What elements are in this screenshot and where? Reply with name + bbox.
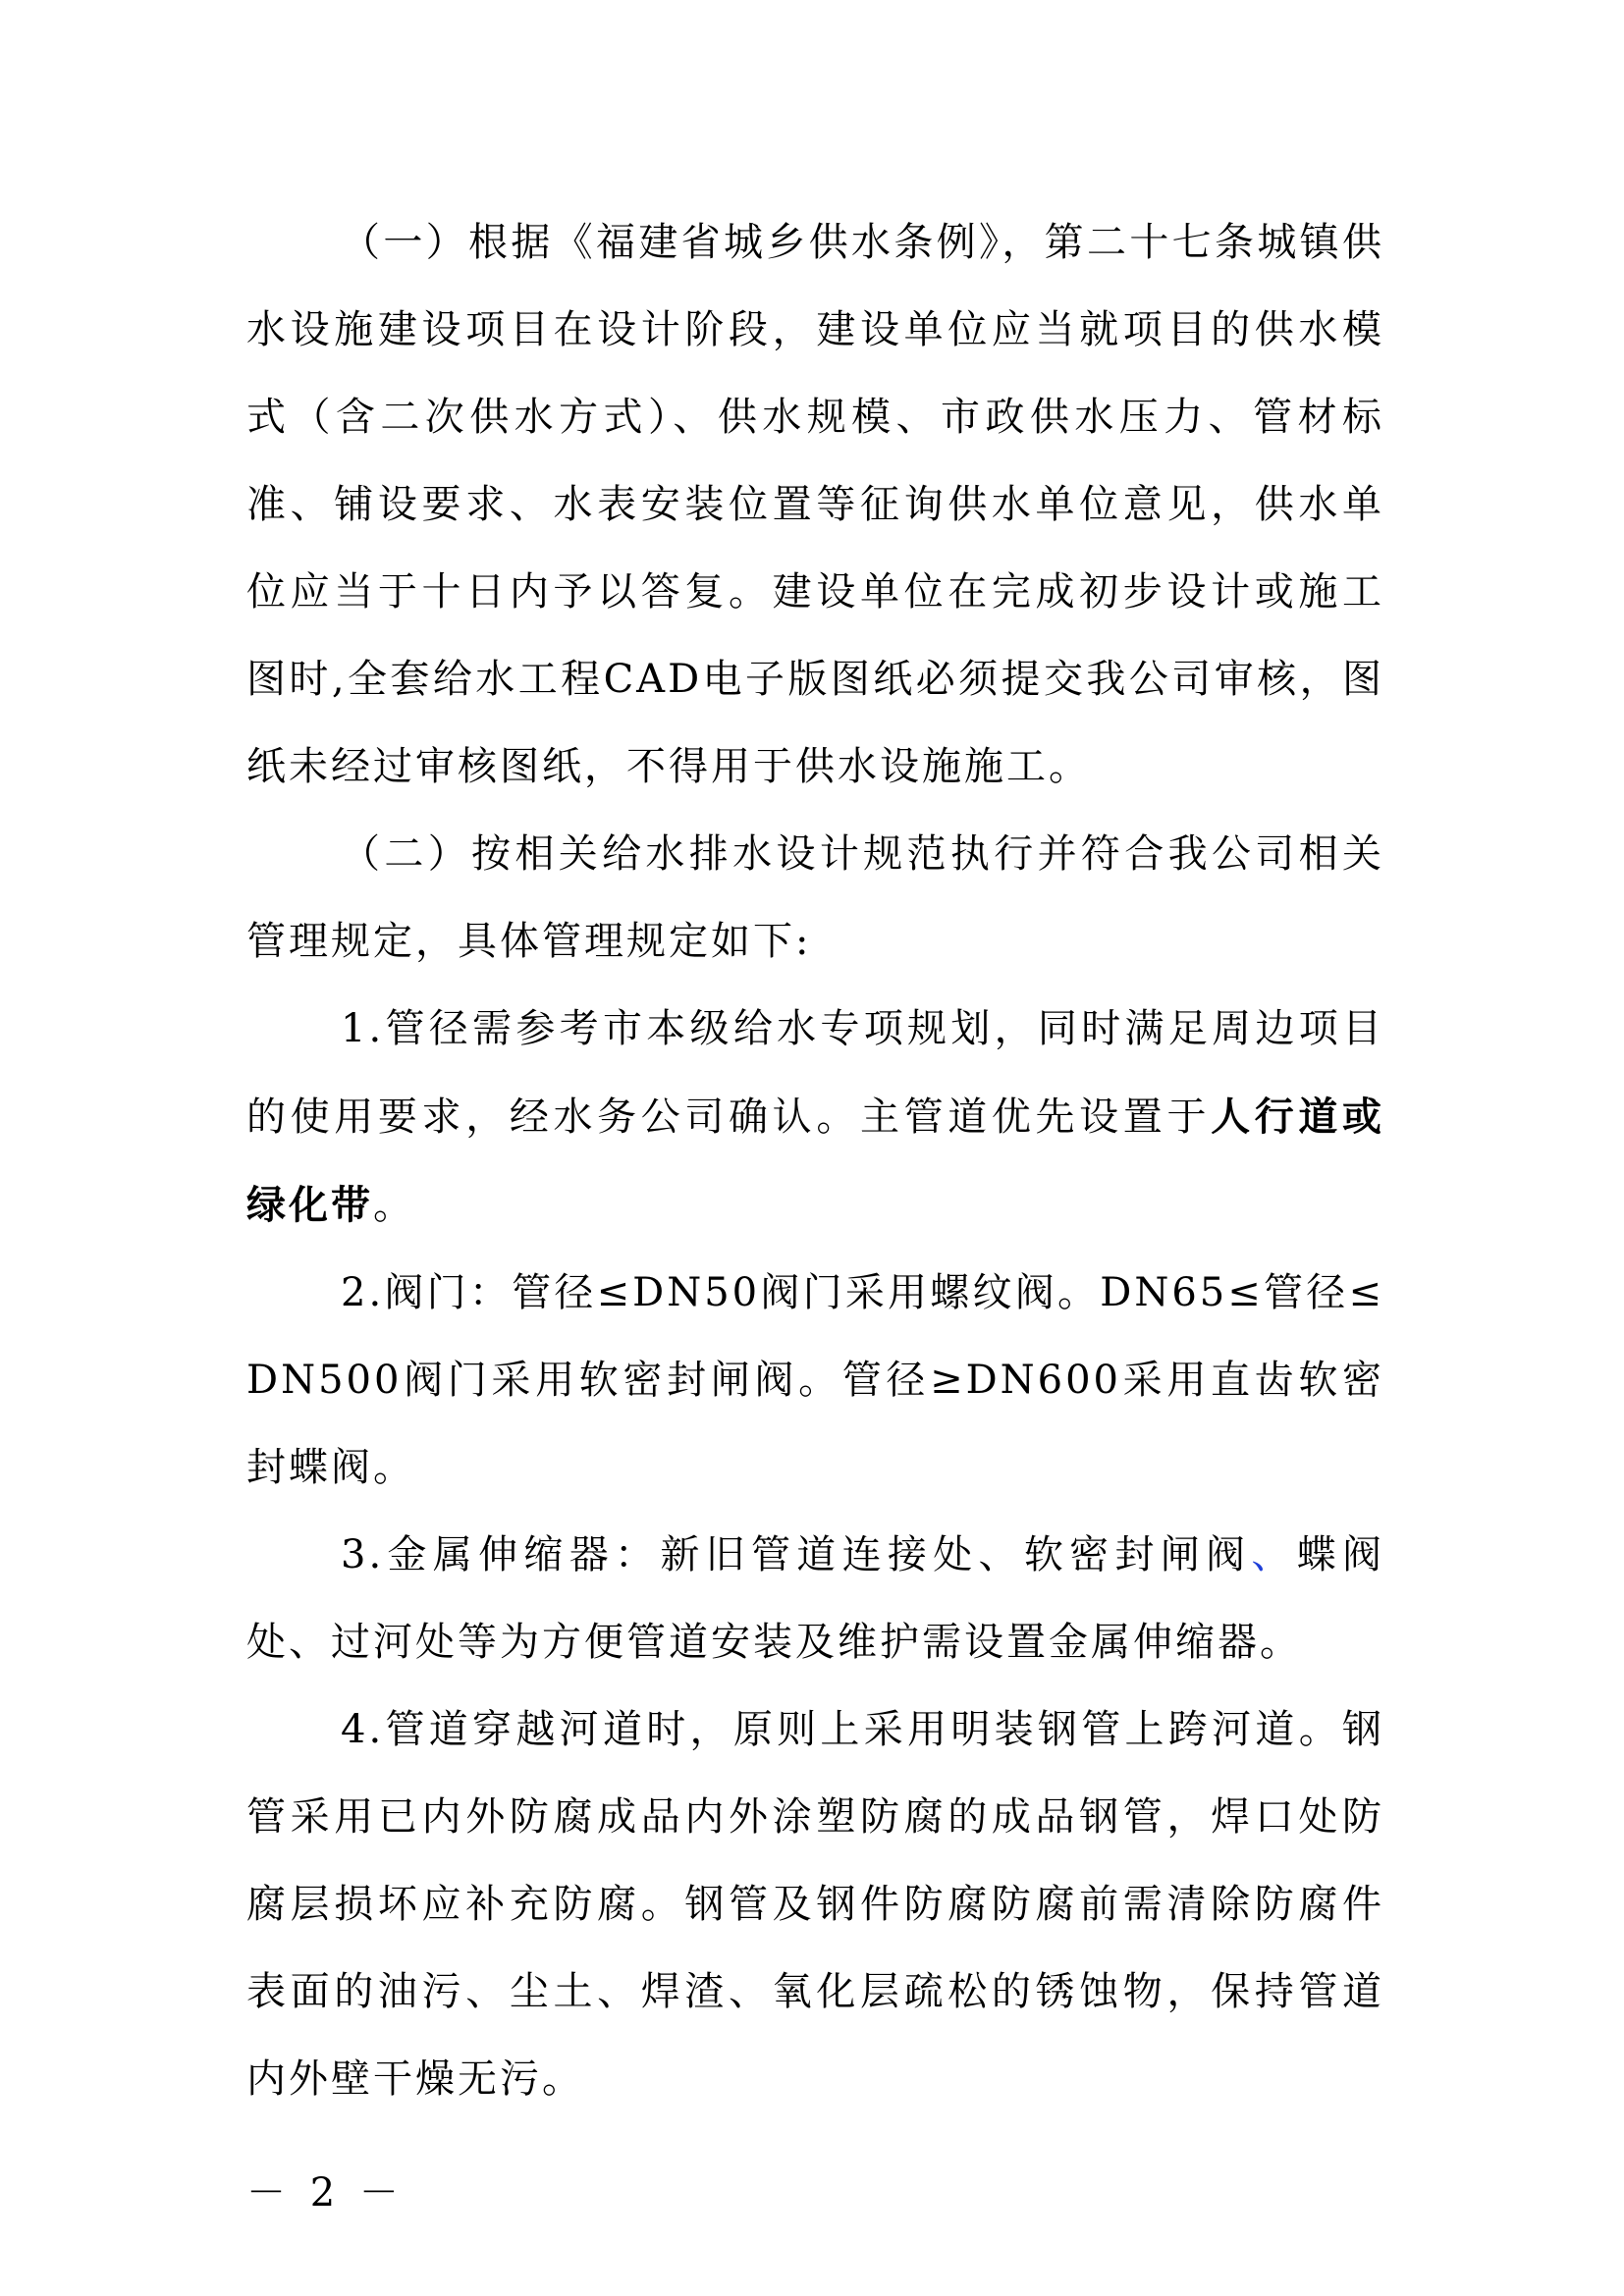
- paragraph-5-text: 3.金属伸缩器：新旧管道连接处、软密封闸阀: [341, 1532, 1252, 1577]
- document-body: [246, 199, 1384, 2123]
- paragraph-4: 2.阀门：管径≤DN50阀门采用螺纹阀。DN65≤管径≤DN500阀门采用软密封闸阀。管径≥DN600采用直齿软密封蝶阀。: [246, 1270, 1384, 1490]
- paragraph-3-end: 。: [373, 1183, 415, 1228]
- paragraph-5-text-end: 蝶阀处、过河处等为方便管道安装及维护需设置金属伸缩器。: [246, 1532, 1384, 1665]
- paragraph-5: [246, 1512, 1384, 1686]
- paragraph-5-blue-mark: 、: [1251, 1532, 1297, 1577]
- page-number: － 2 －: [246, 2170, 405, 2216]
- paragraph-3: [246, 986, 1384, 1250]
- paragraph-3-bold-text: 人行道或绿化带: [246, 1094, 1385, 1228]
- paragraph-6: 4.管道穿越河道时，原则上采用明装钢管上跨河道。钢管采用已内外防腐成品内外涂塑防腐的成品钢管，焊口处防腐层损坏应补充防腐。钢管及钢件防腐防腐前需清除防腐件表面的油污、尘土、焊渣、氧化层疏松的锈蚀物，保持管道内外壁干燥无污。: [246, 1707, 1384, 2102]
- paragraph-2: （二）按相关给水排水设计规范执行并符合我公司相关管理规定，具体管理规定如下:: [246, 831, 1384, 964]
- paragraph-3-text: 1.管径需参考市本级给水专项规划，同时满足周边项目的使用要求，经水务公司确认。主管道优先设置于: [246, 1006, 1384, 1140]
- paragraph-1: （一）根据《福建省城乡供水条例》，第二十七条城镇供水设施建设项目在设计阶段，建设单位应当就项目的供水模式（含二次供水方式）、供水规模、市政供水压力、管材标准、铺设要求、水表安装位置等征询供水单位意见，供水单位应当于十日内予以答复。建设单位在完成初步设计或施工图时,全套给水工程CAD电子版图纸必须提交我公司审核，图纸未经过审核图纸，不得用于供水设施施工。: [246, 220, 1384, 789]
